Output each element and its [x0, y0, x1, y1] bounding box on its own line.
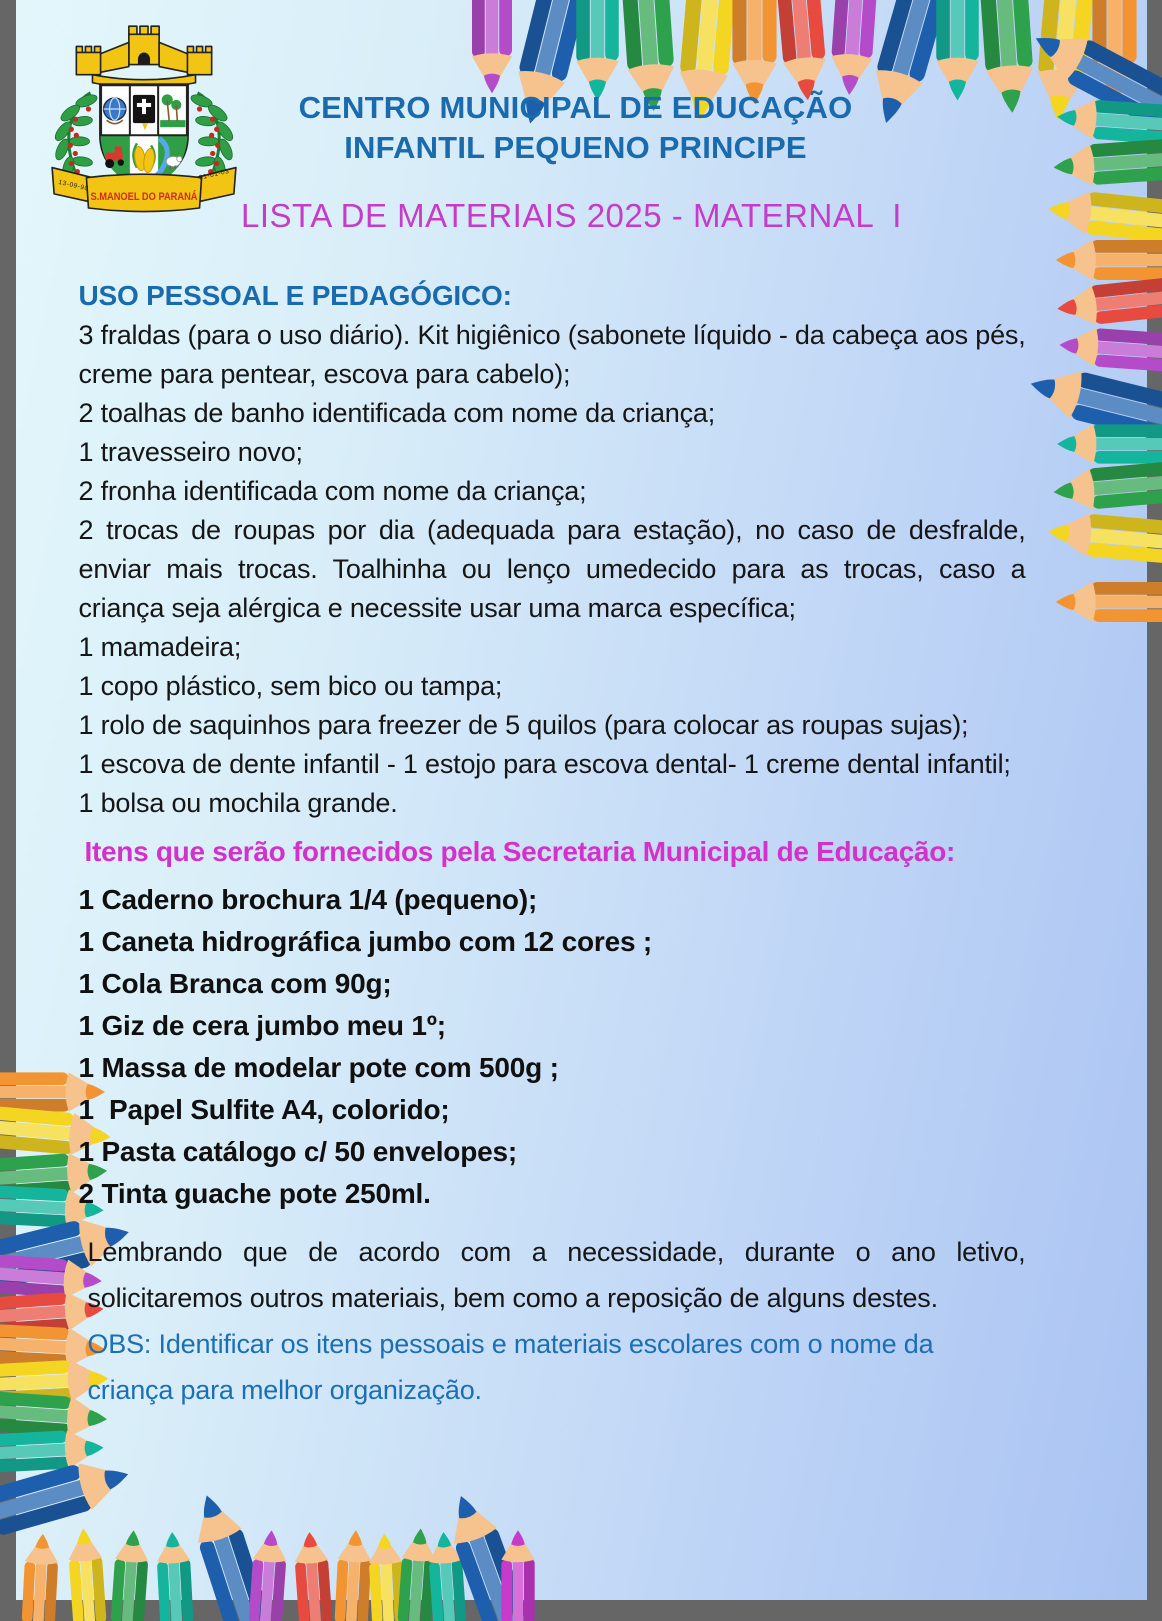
page [16, 0, 1147, 1600]
list-item: 1 copo plástico, sem bico ou tampa; [79, 667, 1026, 706]
pencil-decoration [1043, 578, 1162, 626]
list-item: 2 Tinta guache pote 250ml. [79, 1173, 1026, 1215]
content [79, 279, 1026, 1413]
pencil-decoration [288, 1521, 334, 1618]
list-item: 1 Giz de cera jumbo meu 1º; [79, 1005, 1026, 1047]
list-item: 1 Massa de modelar pote com 500g ; [79, 1047, 1026, 1089]
personal-items [79, 316, 1026, 823]
list-item: 1 bolsa ou mochila grande. [79, 784, 1026, 823]
crest-banner-text: S.MANOEL DO PARANÁ [90, 190, 197, 203]
school-title-line1: CENTRO MUNICIPAL DE EDUCAÇÃO [176, 88, 976, 128]
footer-note: Lembrando que de acordo com a necessidade, durante o ano letivo, solicitaremos outros materiais, bem como a reposição de alguns destes. [79, 1229, 1026, 1321]
crest-branch [52, 92, 98, 179]
header [176, 88, 976, 168]
list-item: 1 travesseiro novo; [79, 433, 1026, 472]
list-item: 1 Caderno brochura 1/4 (pequeno); [79, 879, 1026, 921]
list-item: 1 Pasta catálogo c/ 50 envelopes; [79, 1131, 1026, 1173]
provided-section-heading: Itens que serão fornecidos pela Secretaria Municipal de Educação: [79, 831, 1026, 873]
list-item: 2 toalhas de banho identificada com nome da criança; [79, 394, 1026, 433]
pencil-decoration [498, 1520, 538, 1616]
list-item: 3 fraldas (para o uso diário). Kit higiênico (sabonete líquido - da cabeça aos pés, creme para pentear, escova para cabelo); [79, 316, 1026, 394]
pencil-decoration [1033, 505, 1162, 567]
list-item: 1 Caneta hidrográfica jumbo com 12 cores ; [79, 921, 1026, 963]
list-item: 1 rolo de saquinhos para freezer de 5 quilos (para colocar as roupas sujas); [79, 706, 1026, 745]
list-item: 1 escova de dente infantil - 1 estojo para escova dental- 1 creme dental infantil; [79, 745, 1026, 784]
provided-items [79, 879, 1026, 1215]
pencil-decoration [107, 1519, 154, 1618]
pencil-decoration [245, 1519, 292, 1618]
list-item: 1 Cola Branca com 90g; [79, 963, 1026, 1005]
list-item: 1 Papel Sulfite A4, colorido; [79, 1089, 1026, 1131]
list-item: 1 mamadeira; [79, 628, 1026, 667]
school-crest-logo [42, 20, 246, 194]
pencil-decoration [62, 1517, 109, 1618]
school-title-line2: INFANTIL PEQUENO PRINCIPE [176, 128, 976, 168]
pencil-decoration [151, 1521, 196, 1617]
personal-section-heading: USO PESSOAL E PEDAGÓGICO: [79, 279, 1026, 313]
crest-shield [100, 85, 187, 186]
obs-note: OBS: Identificar os itens pessoais e materiais escolares com o nome da criança para melhor organização. [79, 1321, 1026, 1413]
crest-date-right: 01-01-03 [198, 168, 229, 182]
list-item: 2 fronha identificada com nome da criança; [79, 472, 1026, 511]
pencil-decoration [18, 1523, 63, 1617]
crest-date-left: 13-09-90 [57, 179, 88, 193]
list-title: LISTA DE MATERIAIS 2025 - MATERNAL I [82, 197, 1062, 235]
list-item: 2 trocas de roupas por dia (adequada para estação), no caso de desfralde, enviar mais trocas. Toalhinha ou lenço umedecido para as trocas, caso a criança seja alérgica e necessite usar uma marca específica; [79, 511, 1026, 628]
